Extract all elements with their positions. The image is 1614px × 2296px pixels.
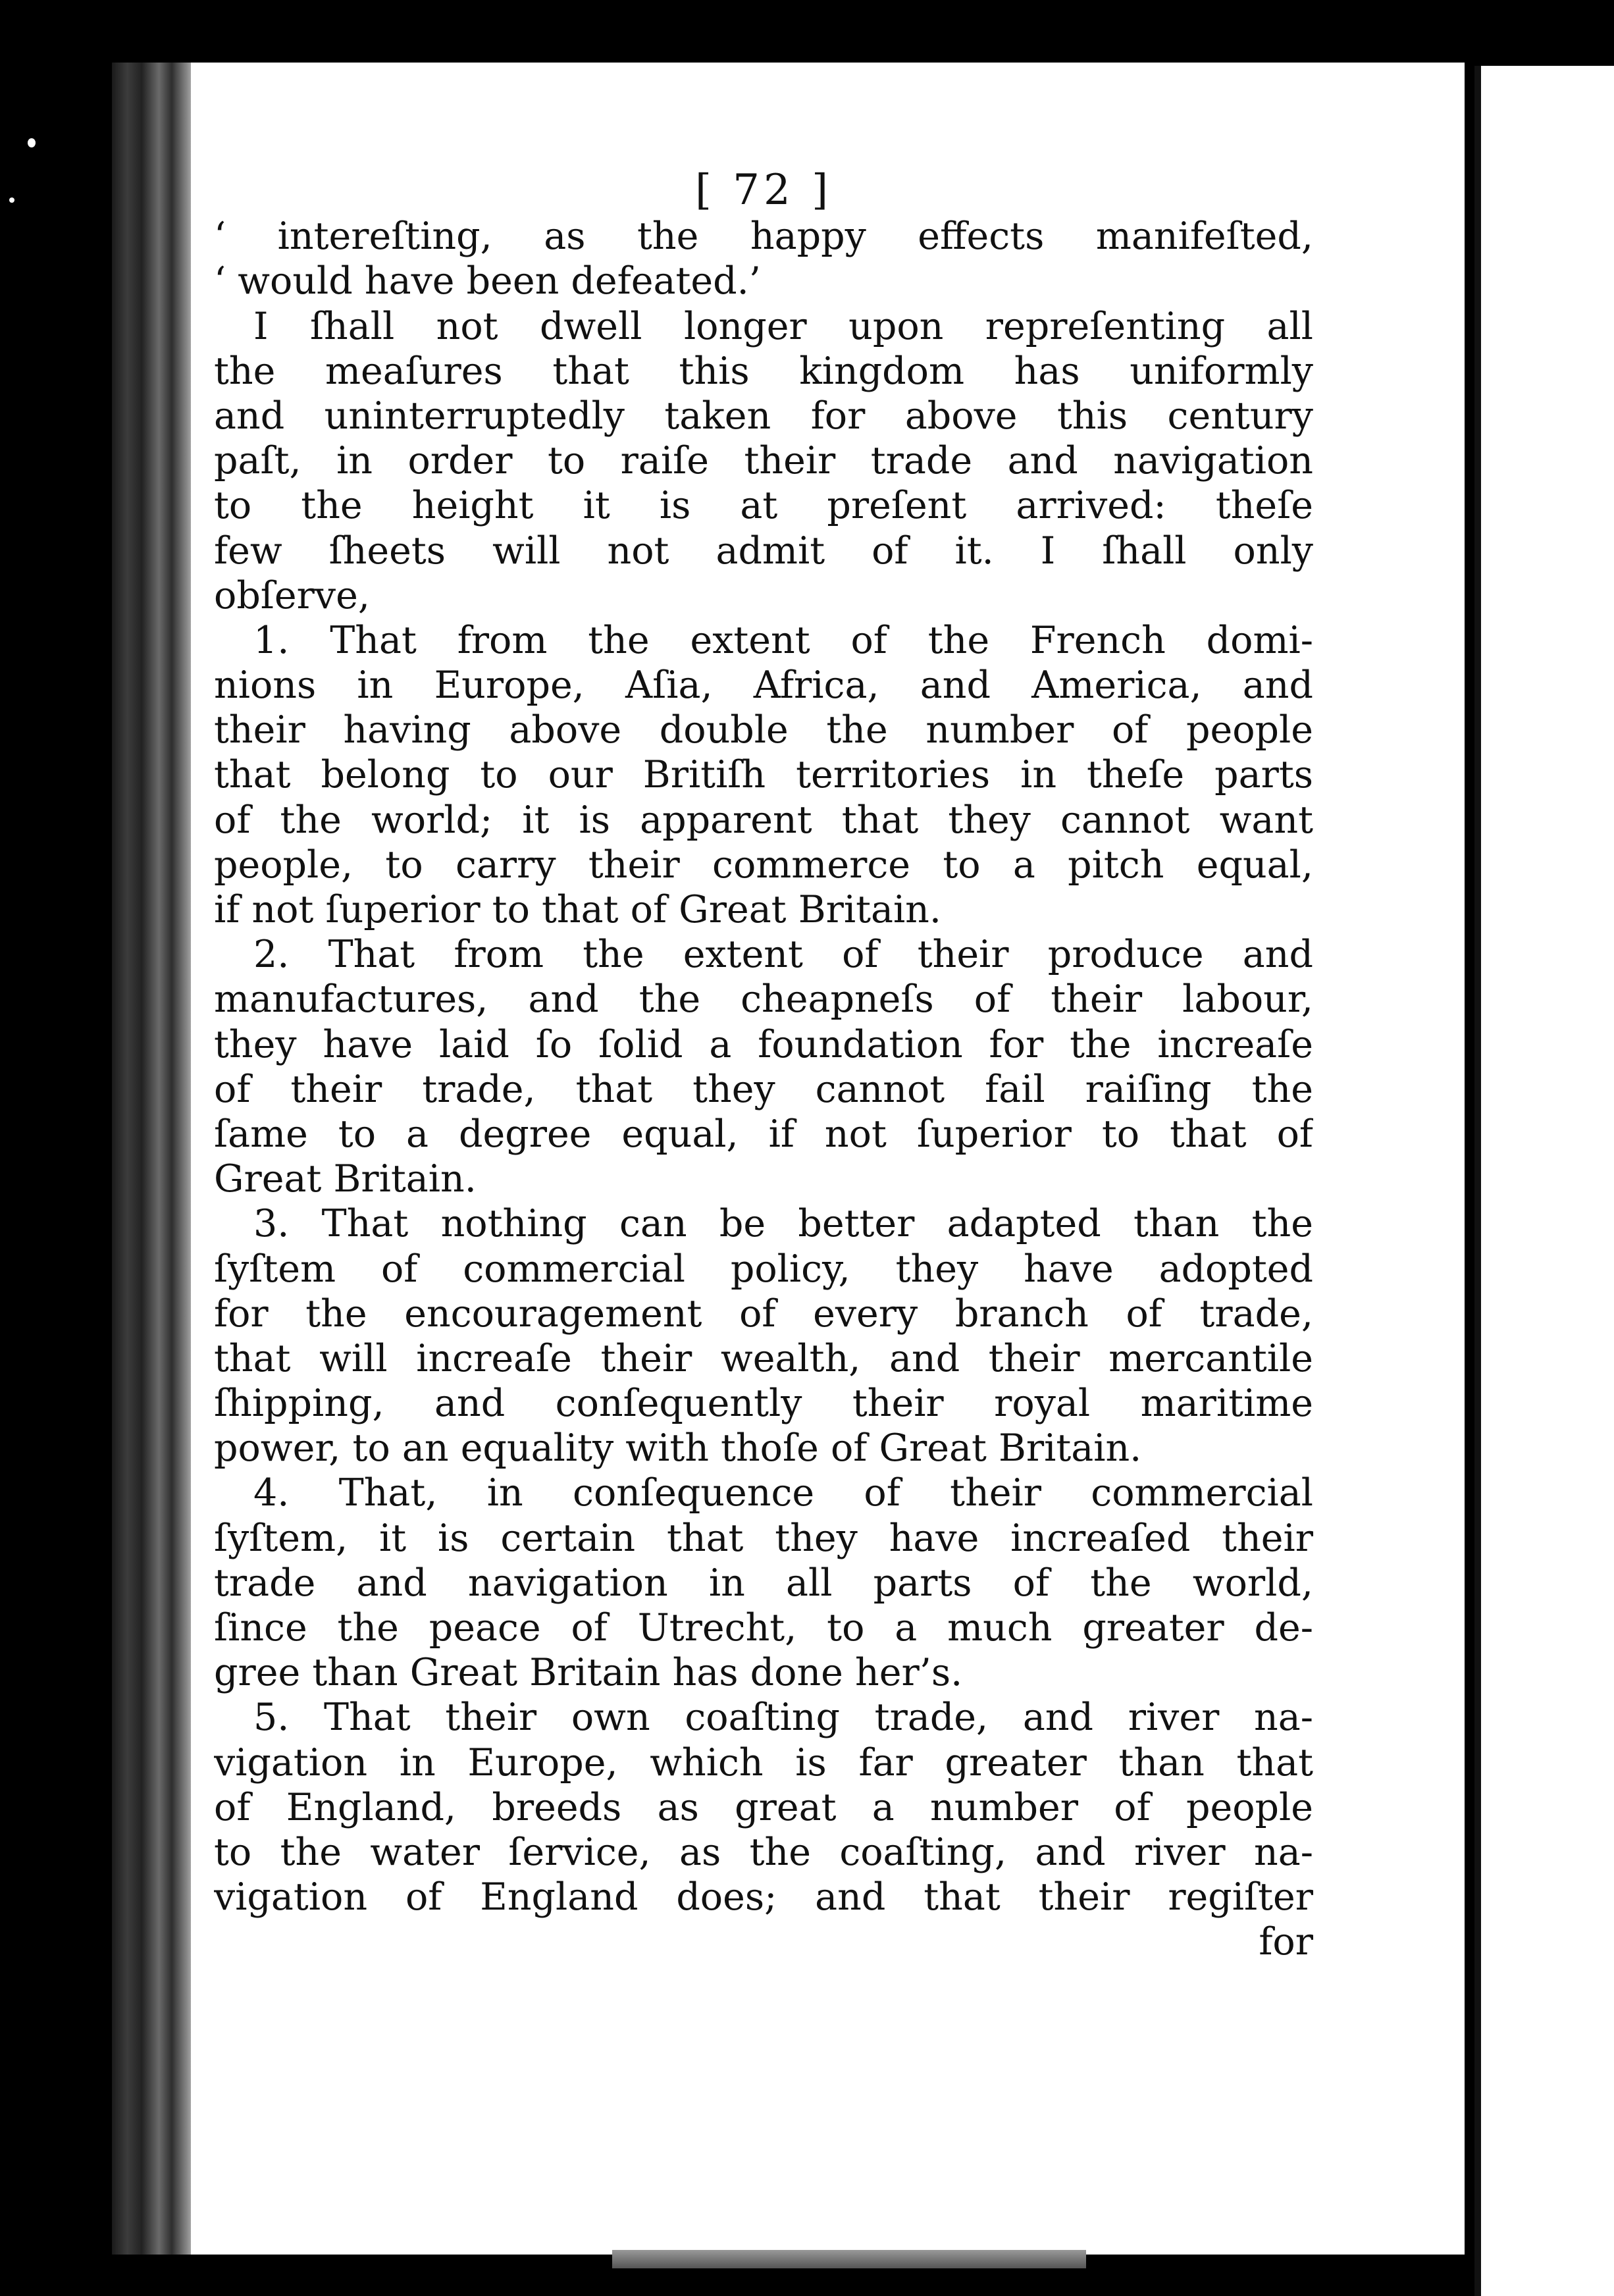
text-line: nions in Europe, Aſia, Africa, and America, and — [214, 664, 1313, 708]
text-line: that belong to our Britiſh territories in theſe parts — [214, 753, 1313, 797]
text-line: 4. That, in conſequence of their commercial — [253, 1471, 1313, 1515]
text-line: ‘ intereſting, as the happy effects manifeſted, — [214, 215, 1313, 259]
text-line: of their trade, that they cannot fail raiſing the — [214, 1067, 1313, 1111]
catchword: for — [1259, 1920, 1313, 1964]
text-line: to the water ſervice, as the coaſting, and river na- — [214, 1830, 1313, 1874]
page-text — [214, 168, 1313, 1965]
text-line: they have laid ſo ſolid a foundation for the increaſe — [214, 1022, 1313, 1066]
text-line: ſyſtem, it is certain that they have increaſed their — [214, 1516, 1313, 1560]
text-line: that will increaſe their wealth, and their mercantile — [214, 1336, 1313, 1380]
text-line: if not ſuperior to that of Great Britain. — [214, 888, 942, 932]
text-line: their having above double the number of people — [214, 708, 1313, 752]
text-line: paſt, in order to raiſe their trade and navigation — [214, 439, 1313, 483]
text-line: of the world; it is apparent that they cannot want — [214, 798, 1313, 842]
text-line: ſyſtem of commercial policy, they have adopted — [214, 1247, 1313, 1291]
text-line: and uninterruptedly taken for above this century — [214, 394, 1313, 438]
text-line: power, to an equality with thoſe of Great Britain. — [214, 1426, 1142, 1471]
body-text — [214, 214, 1313, 1919]
text-line: I ſhall not dwell longer upon repreſenting all — [253, 304, 1313, 348]
text-line: gree than Great Britain has done her’s. — [214, 1651, 963, 1695]
text-line: vigation in Europe, which is far greater than that — [214, 1740, 1313, 1785]
text-line: Great Britain. — [214, 1157, 477, 1201]
text-line: manufactures, and the cheapneſs of their labour, — [214, 978, 1313, 1022]
facing-page-edge — [1474, 66, 1614, 2296]
text-line: ſame to a degree equal, if not ſuperior to that of — [214, 1112, 1313, 1156]
text-line: 5. That their own coaſting trade, and river na- — [253, 1696, 1313, 1740]
text-line: the meaſures that this kingdom has uniformly — [214, 349, 1313, 393]
scan-speck — [28, 138, 36, 147]
text-line: vigation of England does; and that their regiſter — [214, 1875, 1313, 1919]
text-line: 2. That from the extent of their produce and — [253, 933, 1313, 977]
text-line: to the height it is at preſent arrived: theſe — [214, 484, 1313, 528]
text-line: few ſheets will not admit of it. I ſhall only — [214, 529, 1313, 573]
text-line: for the encouragement of every branch of trade, — [214, 1292, 1313, 1336]
text-line: ſince the peace of Utrecht, to a much greater de- — [214, 1606, 1313, 1650]
text-line: 3. That nothing can be better adapted than the — [253, 1202, 1313, 1246]
scan-speck — [9, 197, 14, 203]
text-line: of England, breeds as great a number of people — [214, 1785, 1313, 1829]
running-head: [ 72 ] — [694, 166, 833, 215]
page-bottom-edge — [612, 2250, 1086, 2268]
text-line: trade and navigation in all parts of the world, — [214, 1561, 1313, 1605]
text-line: ‘ would have been defeated.’ — [214, 259, 761, 303]
text-line: obſerve, — [214, 573, 370, 617]
text-line: people, to carry their commerce to a pitch equal, — [214, 843, 1313, 887]
binding-gutter — [112, 63, 197, 2255]
text-line: 1. That from the extent of the French domi- — [253, 618, 1313, 662]
text-line: ſhipping, and conſequently their royal maritime — [214, 1382, 1313, 1426]
